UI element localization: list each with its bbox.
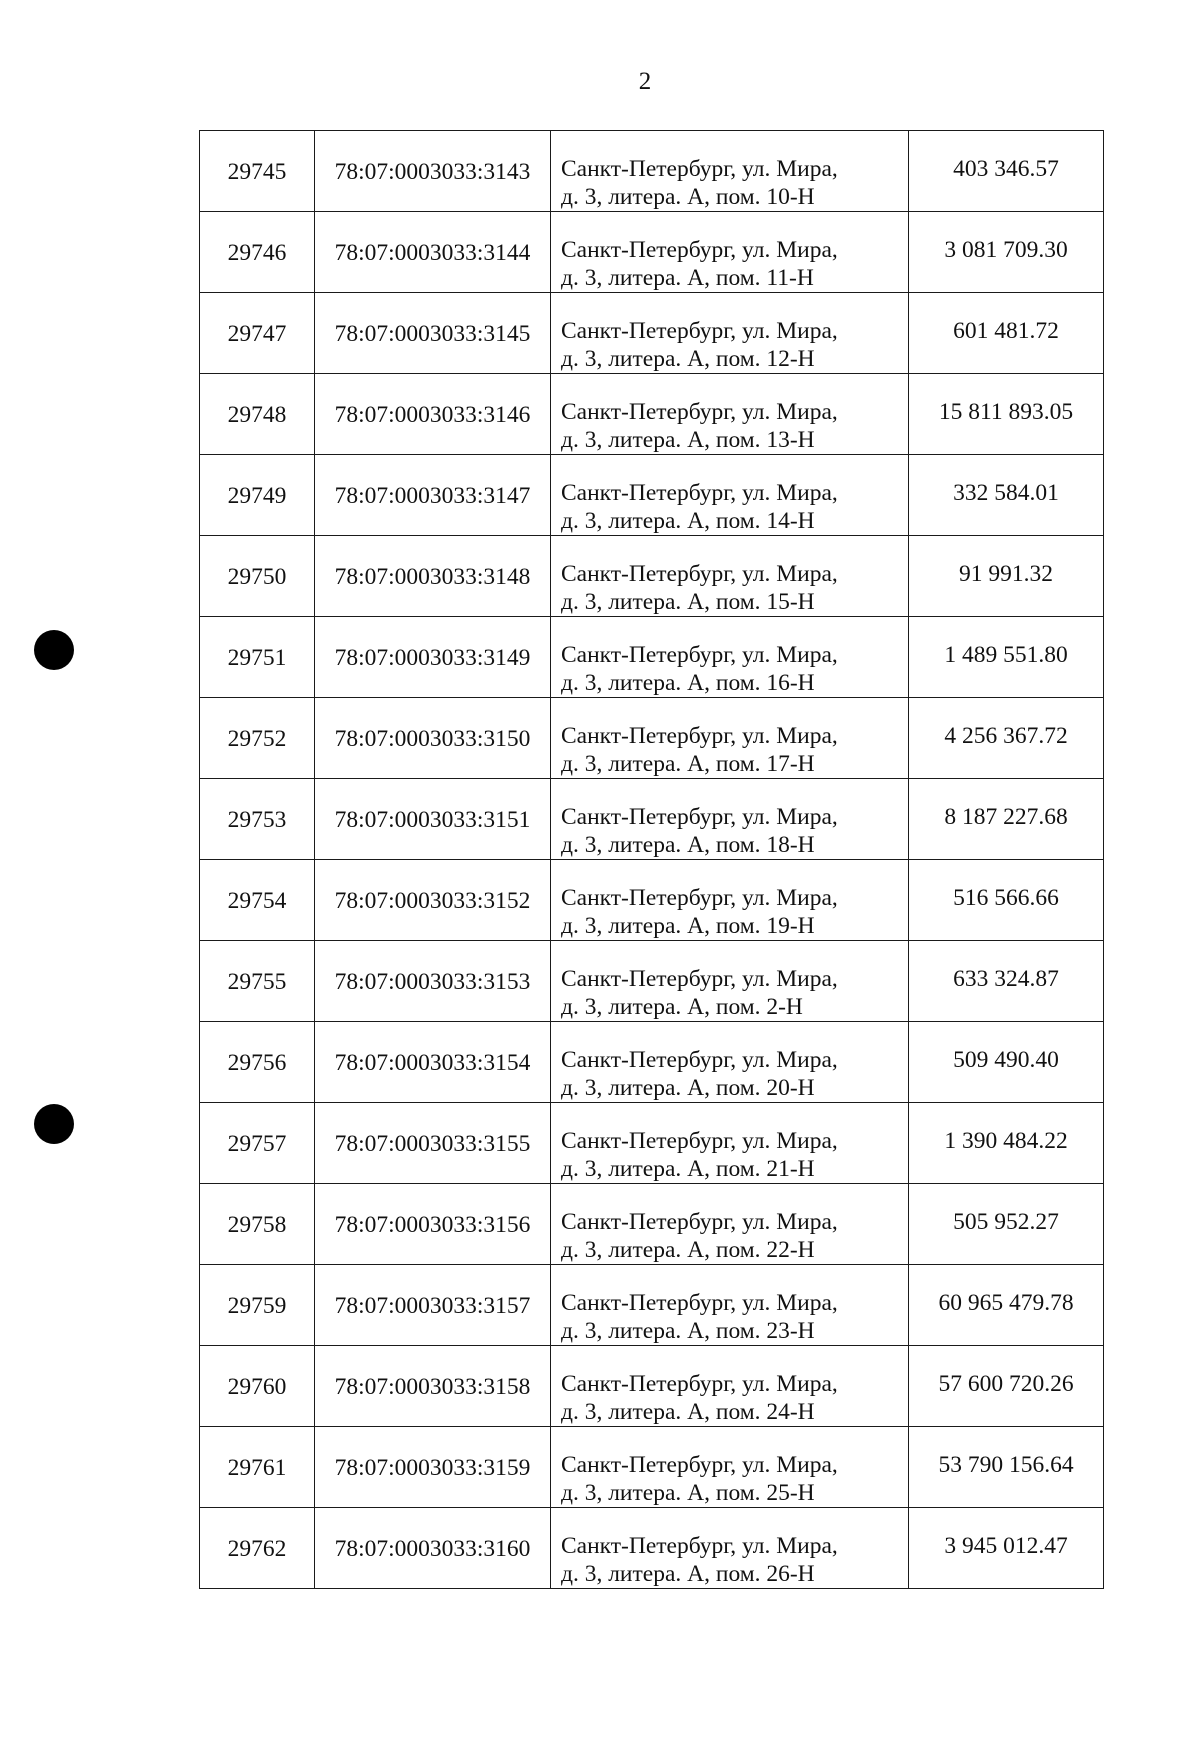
record-number: 29755 [200,941,315,1022]
cadastral-number: 78:07:0003033:3145 [315,293,551,374]
record-number: 29760 [200,1346,315,1427]
record-number: 29749 [200,455,315,536]
record-number: 29747 [200,293,315,374]
table-row [200,1184,1104,1265]
address-line-1: Санкт-Петербург, ул. Мира, [561,1290,838,1316]
cadastral-value: 8 187 227.68 [909,779,1104,860]
address-line-1: Санкт-Петербург, ул. Мира, [561,156,838,182]
address-line-2: д. 3, литера. А, пом. 11-Н [561,265,814,291]
cadastral-value: 1 390 484.22 [909,1103,1104,1184]
table-row [200,536,1104,617]
cadastral-value: 53 790 156.64 [909,1427,1104,1508]
cadastral-value: 509 490.40 [909,1022,1104,1103]
cadastral-value: 60 965 479.78 [909,1265,1104,1346]
cadastral-value: 3 945 012.47 [909,1508,1104,1589]
address-line-2: д. 3, литера. А, пом. 19-Н [561,913,815,939]
address-cell [551,212,909,293]
address-cell [551,1265,909,1346]
address-line-1: Санкт-Петербург, ул. Мира, [561,480,838,506]
cadastral-number: 78:07:0003033:3147 [315,455,551,536]
record-number: 29750 [200,536,315,617]
address-line-2: д. 3, литера. А, пом. 15-Н [561,589,815,615]
table-row [200,1346,1104,1427]
cadastral-value: 601 481.72 [909,293,1104,374]
address-cell [551,293,909,374]
address-line-2: д. 3, литера. А, пом. 12-Н [561,346,815,372]
record-number: 29759 [200,1265,315,1346]
address-cell [551,455,909,536]
record-number: 29745 [200,131,315,212]
address-line-1: Санкт-Петербург, ул. Мира, [561,1128,838,1154]
address-line-1: Санкт-Петербург, ул. Мира, [561,804,838,830]
address-line-1: Санкт-Петербург, ул. Мира, [561,561,838,587]
record-number: 29761 [200,1427,315,1508]
record-number: 29753 [200,779,315,860]
address-line-2: д. 3, литера. А, пом. 22-Н [561,1237,815,1263]
cadastral-value: 633 324.87 [909,941,1104,1022]
address-line-2: д. 3, литера. А, пом. 18-Н [561,832,815,858]
cadastral-number: 78:07:0003033:3149 [315,617,551,698]
address-line-1: Санкт-Петербург, ул. Мира, [561,318,838,344]
cadastral-number: 78:07:0003033:3156 [315,1184,551,1265]
record-number: 29746 [200,212,315,293]
address-line-2: д. 3, литера. А, пом. 20-Н [561,1075,815,1101]
table-row [200,293,1104,374]
table-row [200,1103,1104,1184]
address-cell [551,1508,909,1589]
address-line-1: Санкт-Петербург, ул. Мира, [561,723,838,749]
cadastral-value: 1 489 551.80 [909,617,1104,698]
punch-hole-mark [34,630,74,670]
cadastral-number: 78:07:0003033:3146 [315,374,551,455]
address-cell [551,1184,909,1265]
cadastral-number: 78:07:0003033:3155 [315,1103,551,1184]
record-number: 29748 [200,374,315,455]
record-number: 29752 [200,698,315,779]
cadastral-number: 78:07:0003033:3150 [315,698,551,779]
address-cell [551,1103,909,1184]
address-line-2: д. 3, литера. А, пом. 25-Н [561,1480,815,1506]
record-number: 29754 [200,860,315,941]
address-line-1: Санкт-Петербург, ул. Мира, [561,1209,838,1235]
address-line-1: Санкт-Петербург, ул. Мира, [561,885,838,911]
table-row [200,698,1104,779]
address-line-2: д. 3, литера. А, пом. 23-Н [561,1318,815,1344]
address-cell [551,941,909,1022]
property-table [199,130,1104,1589]
table-row [200,779,1104,860]
table-row [200,374,1104,455]
cadastral-number: 78:07:0003033:3143 [315,131,551,212]
address-cell [551,374,909,455]
table-row [200,617,1104,698]
cadastral-number: 78:07:0003033:3157 [315,1265,551,1346]
cadastral-value: 505 952.27 [909,1184,1104,1265]
address-line-2: д. 3, литера. А, пом. 24-Н [561,1399,815,1425]
cadastral-number: 78:07:0003033:3154 [315,1022,551,1103]
table-row [200,941,1104,1022]
address-line-1: Санкт-Петербург, ул. Мира, [561,1533,838,1559]
cadastral-number: 78:07:0003033:3159 [315,1427,551,1508]
table-row [200,131,1104,212]
address-line-2: д. 3, литера. А, пом. 2-Н [561,994,803,1020]
address-cell [551,536,909,617]
address-cell [551,1022,909,1103]
address-line-2: д. 3, литера. А, пом. 16-Н [561,670,815,696]
table-row [200,212,1104,293]
cadastral-number: 78:07:0003033:3160 [315,1508,551,1589]
table-row [200,1508,1104,1589]
cadastral-value: 403 346.57 [909,131,1104,212]
record-number: 29756 [200,1022,315,1103]
cadastral-value: 4 256 367.72 [909,698,1104,779]
address-line-2: д. 3, литера. А, пом. 17-Н [561,751,815,777]
cadastral-value: 91 991.32 [909,536,1104,617]
address-cell [551,779,909,860]
record-number: 29751 [200,617,315,698]
address-line-1: Санкт-Петербург, ул. Мира, [561,1371,838,1397]
punch-hole-mark [34,1104,74,1144]
cadastral-value: 15 811 893.05 [909,374,1104,455]
address-line-1: Санкт-Петербург, ул. Мира, [561,237,838,263]
cadastral-number: 78:07:0003033:3152 [315,860,551,941]
cadastral-value: 57 600 720.26 [909,1346,1104,1427]
cadastral-number: 78:07:0003033:3153 [315,941,551,1022]
address-cell [551,1346,909,1427]
address-cell [551,1427,909,1508]
address-line-1: Санкт-Петербург, ул. Мира, [561,399,838,425]
cadastral-number: 78:07:0003033:3151 [315,779,551,860]
address-cell [551,860,909,941]
table-row [200,1427,1104,1508]
address-cell [551,698,909,779]
address-line-1: Санкт-Петербург, ул. Мира, [561,1452,838,1478]
cadastral-number: 78:07:0003033:3158 [315,1346,551,1427]
table-row [200,455,1104,536]
cadastral-value: 516 566.66 [909,860,1104,941]
address-cell [551,617,909,698]
address-line-2: д. 3, литера. А, пом. 13-Н [561,427,815,453]
page-number: 2 [638,68,652,95]
cadastral-value: 3 081 709.30 [909,212,1104,293]
record-number: 29758 [200,1184,315,1265]
address-line-1: Санкт-Петербург, ул. Мира, [561,966,838,992]
property-table-body [200,131,1104,1589]
cadastral-number: 78:07:0003033:3148 [315,536,551,617]
address-line-2: д. 3, литера. А, пом. 10-Н [561,184,815,210]
address-line-2: д. 3, литера. А, пом. 21-Н [561,1156,815,1182]
address-line-1: Санкт-Петербург, ул. Мира, [561,1047,838,1073]
table-row [200,860,1104,941]
address-line-2: д. 3, литера. А, пом. 14-Н [561,508,815,534]
cadastral-value: 332 584.01 [909,455,1104,536]
address-line-1: Санкт-Петербург, ул. Мира, [561,642,838,668]
address-cell [551,131,909,212]
address-line-2: д. 3, литера. А, пом. 26-Н [561,1561,815,1587]
table-row [200,1022,1104,1103]
record-number: 29762 [200,1508,315,1589]
cadastral-number: 78:07:0003033:3144 [315,212,551,293]
record-number: 29757 [200,1103,315,1184]
table-row [200,1265,1104,1346]
